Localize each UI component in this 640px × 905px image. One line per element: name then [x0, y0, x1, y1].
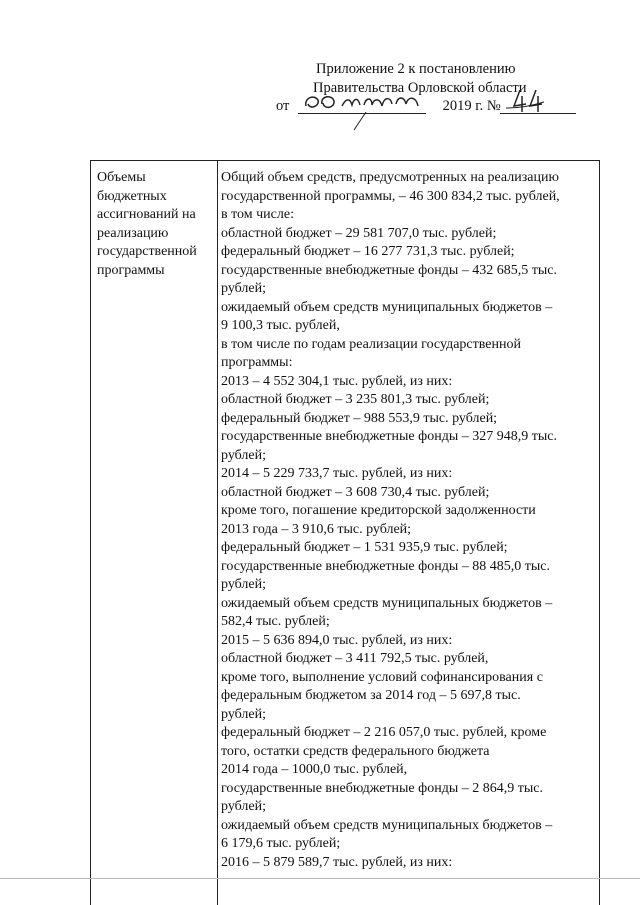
column-divider: [217, 161, 218, 905]
text-line: 582,4 тыс. рублей;: [221, 614, 330, 629]
label-line: ассигнований на: [97, 207, 196, 222]
text-line: 2013 – 4 552 304,1 тыс. рублей, из них:: [221, 373, 453, 389]
date-prefix: от: [276, 98, 290, 114]
text-line: 2013 года – 3 910,6 тыс. рублей;: [221, 521, 412, 537]
budget-table: [90, 160, 600, 905]
text-line: кроме того, выполнение условий софинансирования с: [221, 669, 543, 685]
text-line: федеральным бюджетом за 2014 год – 5 697,8 тыс.: [221, 688, 521, 703]
text-line: того, остатки средств федерального бюджета: [221, 743, 490, 759]
label-line: бюджетных: [97, 188, 167, 204]
text-line: федеральный бюджет – 2 216 057,0 тыс. рублей, кроме: [221, 725, 547, 740]
budget-text-cell: [221, 169, 597, 872]
text-line: федеральный бюджет – 1 531 935,9 тыс. рублей;: [221, 540, 508, 555]
text-line: государственные внебюджетные фонды – 327 948,9 тыс.: [221, 429, 557, 444]
text-line: областной бюджет – 3 411 792,5 тыс. рублей,: [221, 651, 489, 666]
appendix-title: Приложение 2 к постановлению: [316, 61, 516, 77]
text-line: программы:: [221, 355, 293, 370]
text-line: областной бюджет – 3 608 730,4 тыс. рублей;: [221, 484, 490, 500]
label-line: программы: [97, 262, 165, 278]
text-line: 9 100,3 тыс. рублей,: [221, 318, 340, 333]
text-line: государственные внебюджетные фонды – 2 864,9 тыс.: [221, 780, 543, 796]
row-label-cell: [97, 169, 215, 280]
text-line: рублей;: [221, 706, 266, 722]
text-line: ожидаемый объем средств муниципальных бюджетов –: [221, 817, 553, 833]
text-line: областной бюджет – 29 581 707,0 тыс. рублей;: [221, 225, 497, 241]
label-line: Объемы: [97, 170, 146, 185]
text-line: ожидаемый объем средств муниципальных бюджетов –: [221, 299, 553, 315]
text-line: в том числе по годам реализации государственной: [221, 336, 521, 352]
year-and-number-label: 2019 г. №: [442, 98, 501, 114]
text-line: федеральный бюджет – 988 553,9 тыс. рублей;: [221, 410, 498, 426]
document-header: [0, 0, 640, 140]
text-line: государственные внебюджетные фонды – 432 685,5 тыс.: [221, 262, 557, 278]
text-line: рублей;: [221, 577, 266, 592]
text-line: 2014 года – 1000,0 тыс. рублей,: [221, 762, 408, 777]
text-line: рублей;: [221, 281, 266, 296]
text-line: областной бюджет – 3 235 801,3 тыс. рублей;: [221, 392, 490, 407]
text-line: государственные внебюджетные фонды – 88 485,0 тыс.: [221, 558, 550, 574]
text-line: рублей;: [221, 447, 266, 463]
text-line: кроме того, погашение кредиторской задолженности: [221, 503, 536, 518]
text-line: 2016 – 5 879 589,7 тыс. рублей, из них:: [221, 854, 453, 870]
text-line: государственной программы, – 46 300 834,2 тыс. рублей,: [221, 188, 560, 204]
page-bottom-edge: [0, 878, 640, 879]
text-line: федеральный бюджет – 16 277 731,3 тыс. рублей;: [221, 244, 515, 259]
text-line: 6 179,6 тыс. рублей;: [221, 836, 341, 851]
pen-stroke: [330, 96, 550, 136]
text-line: в том числе:: [221, 207, 294, 222]
text-line: 2014 – 5 229 733,7 тыс. рублей, из них:: [221, 466, 453, 481]
text-line: 2015 – 5 636 894,0 тыс. рублей, из них:: [221, 632, 453, 648]
text-line: рублей;: [221, 799, 266, 814]
label-line: государственной: [97, 244, 197, 259]
text-line: Общий объем средств, предусмотренных на реализацию: [221, 170, 559, 185]
label-line: реализацию: [97, 225, 169, 241]
text-line: ожидаемый объем средств муниципальных бюджетов –: [221, 595, 553, 611]
government-name: Правительства Орловской области: [313, 80, 527, 96]
